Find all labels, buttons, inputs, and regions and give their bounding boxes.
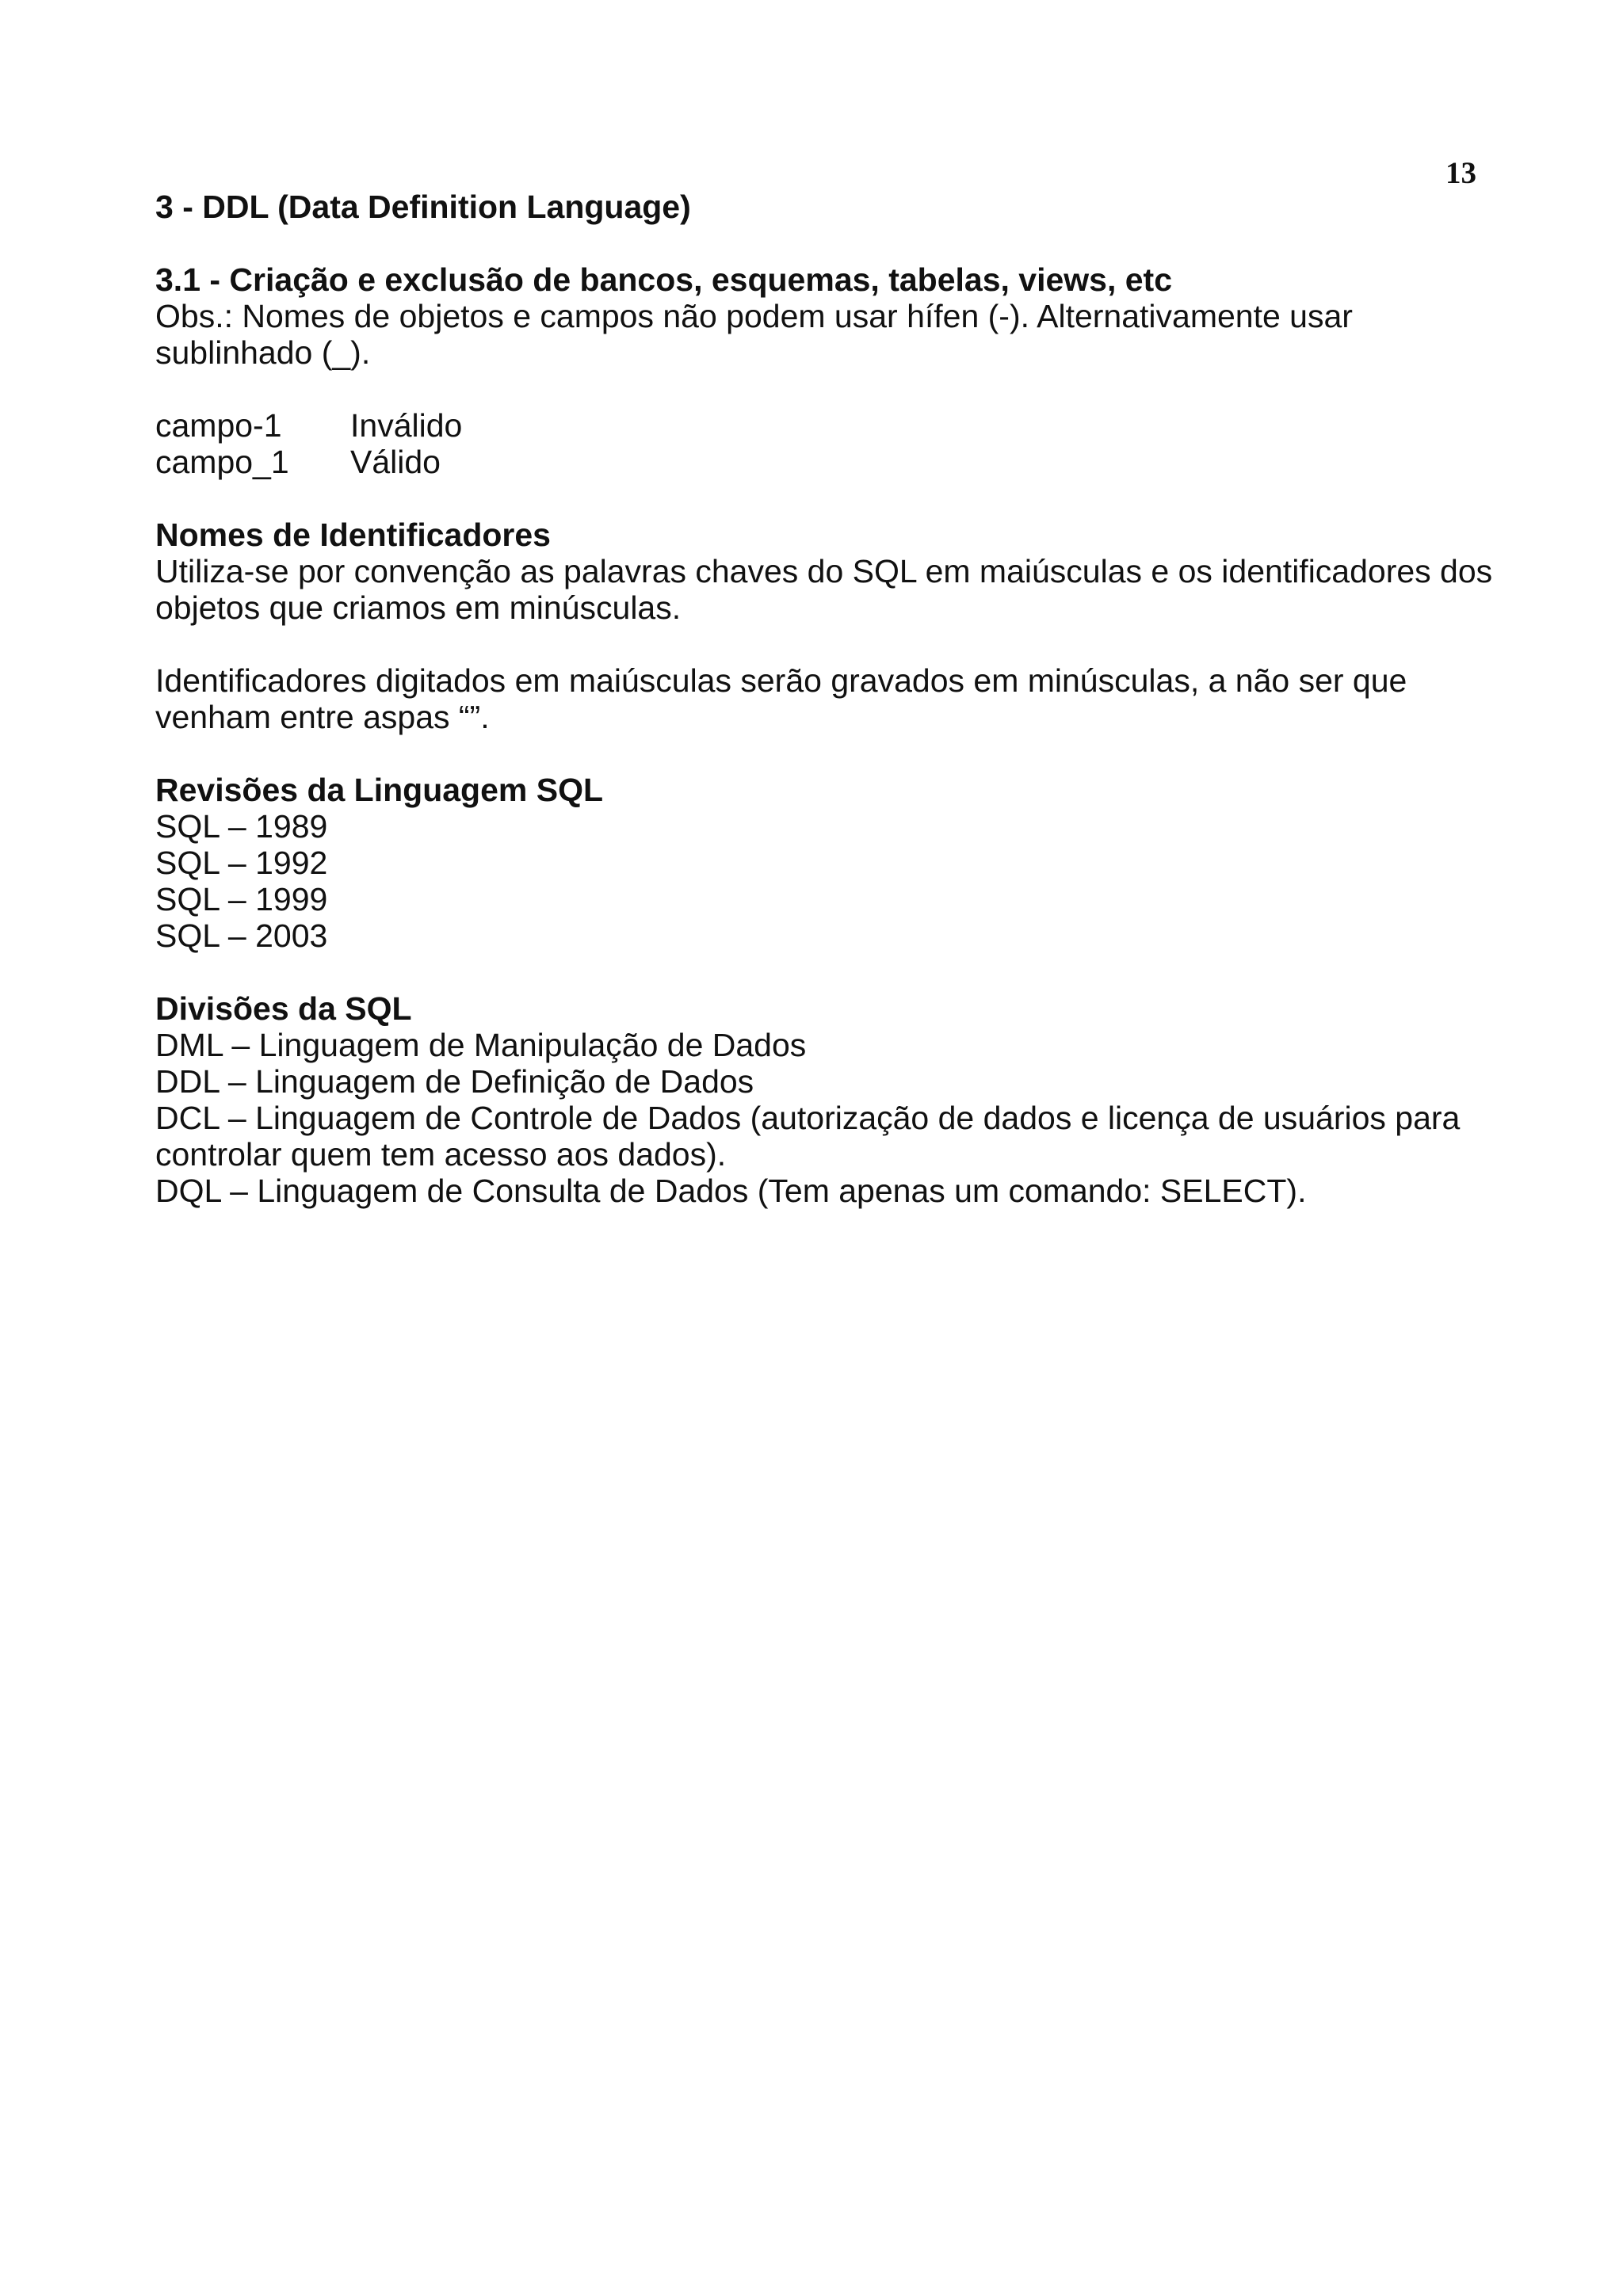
spacer (155, 954, 1518, 990)
revision-item: SQL – 1989 (155, 808, 328, 845)
example-field-name: campo-1 (155, 407, 282, 444)
identifiers-paragraph-1-line-2: objetos que criamos em minúsculas. (155, 589, 682, 626)
obs-text-line-1: Obs.: Nomes de objetos e campos não podem usar hífen (-). Alternativamente usar (155, 298, 1353, 334)
example-field-name: campo_1 (155, 444, 289, 480)
identifiers-heading: Nomes de Identificadores (155, 517, 551, 553)
page-content (155, 189, 1518, 1209)
identifiers-paragraph-2-line-2: venham entre aspas “”. (155, 699, 490, 735)
example-field-status: Inválido (350, 407, 463, 444)
example-field-status: Válido (350, 444, 441, 480)
divisions-heading: Divisões da SQL (155, 990, 412, 1027)
division-dcl-line-1: DCL – Linguagem de Controle de Dados (autorização de dados e licença de usuários para (155, 1100, 1461, 1136)
example-row-valid (155, 444, 1518, 480)
spacer (155, 735, 1518, 772)
chapter-title: 3 - DDL (Data Definition Language) (155, 189, 691, 225)
spacer (155, 371, 1518, 407)
division-ddl: DDL – Linguagem de Definição de Dados (155, 1063, 754, 1100)
revision-item: SQL – 1992 (155, 845, 328, 881)
division-dql: DQL – Linguagem de Consulta de Dados (Tem apenas um comando: SELECT). (155, 1173, 1307, 1209)
page-number: 13 (1445, 156, 1476, 190)
identifiers-paragraph-2-line-1: Identificadores digitados em maiúsculas serão gravados em minúsculas, a não ser que (155, 662, 1407, 699)
spacer (155, 225, 1518, 261)
division-dcl-line-2: controlar quem tem acesso aos dados). (155, 1136, 727, 1173)
identifiers-paragraph-1-line-1: Utiliza-se por convenção as palavras chaves do SQL em maiúsculas e os identificadores dos (155, 553, 1493, 589)
section-title: 3.1 - Criação e exclusão de bancos, esquemas, tabelas, views, etc (155, 261, 1173, 298)
revisions-heading: Revisões da Linguagem SQL (155, 772, 604, 808)
revision-item: SQL – 1999 (155, 881, 328, 917)
example-row-invalid (155, 407, 1518, 444)
spacer (155, 626, 1518, 662)
obs-text-line-2: sublinhado (_). (155, 334, 371, 371)
spacer (155, 480, 1518, 517)
division-dml: DML – Linguagem de Manipulação de Dados (155, 1027, 807, 1063)
revision-item: SQL – 2003 (155, 917, 328, 954)
